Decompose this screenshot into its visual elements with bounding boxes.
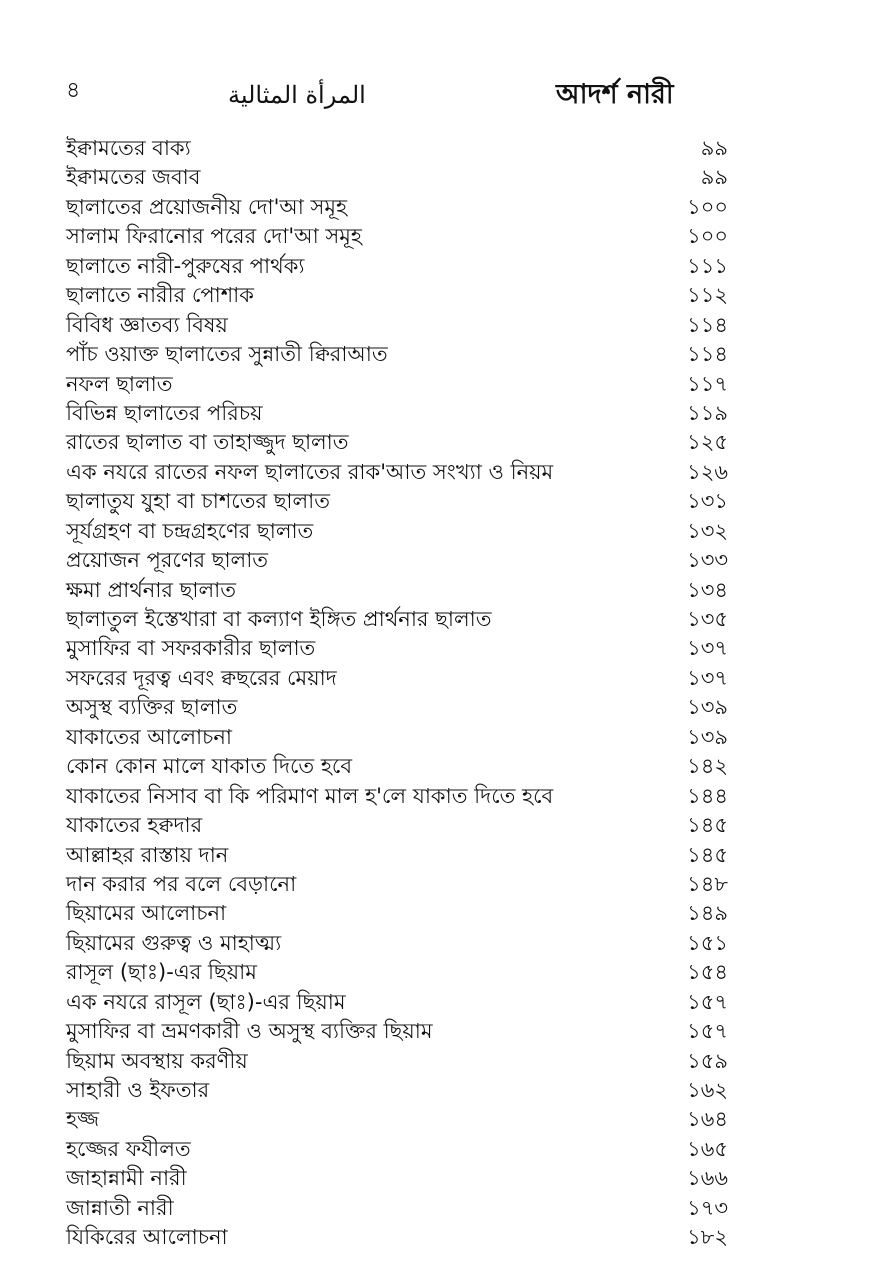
toc-entry	[0, 988, 870, 1017]
table-of-contents	[0, 134, 870, 1253]
toc-entry-title: ছালাতের প্রয়োজনীয় দো'আ সমূহ	[66, 194, 348, 219]
toc-entry-title: রাসূল (ছাঃ)-এর ছিয়াম	[66, 960, 257, 985]
toc-entry-title: পাঁচ ওয়াক্ত ছালাতের সুন্নাতী ক্বিরাআত	[66, 342, 388, 367]
toc-entry	[0, 252, 870, 281]
toc-entry-title: হজ্জ	[66, 1107, 100, 1132]
toc-entry	[0, 929, 870, 958]
toc-entry-page: ১১৭	[687, 371, 728, 396]
toc-entry-page: ১৩৩	[687, 548, 728, 573]
toc-entry-page: ১১১	[687, 253, 728, 278]
toc-entry-page: ১৪৪	[687, 783, 728, 808]
toc-entry-title: যাকাতের হক্বদার	[66, 813, 203, 838]
toc-entry-title: আল্লাহর রাস্তায় দান	[66, 842, 229, 867]
toc-entry-title: ছালাতুয যুহা বা চাশতের ছালাত	[66, 489, 331, 514]
toc-entry	[0, 693, 870, 722]
toc-entry-title: হজ্জের ফযীলত	[66, 1136, 191, 1161]
toc-entry	[0, 399, 870, 428]
toc-entry-page: ১১২	[687, 283, 728, 308]
toc-entry-page: ১৮২	[687, 1225, 728, 1250]
toc-entry-title: জাহান্নামী নারী	[66, 1166, 187, 1191]
page-header	[0, 0, 870, 130]
toc-entry-title: ছালাতুল ইস্তেখারা বা কল্যাণ ইঙ্গিত প্রার্থনার ছালাত	[66, 607, 492, 631]
toc-entry-title: রাতের ছালাত বা তাহাজ্জুদ ছালাত	[66, 430, 349, 455]
toc-entry-title: এক নযরে রাসূল (ছাঃ)-এর ছিয়াম	[66, 989, 346, 1014]
toc-entry-page: ১০০	[687, 224, 728, 249]
toc-entry-page: ১৪৫	[687, 842, 728, 867]
toc-entry-title: সাহারী ও ইফতার	[66, 1078, 210, 1102]
toc-entry-title: সফরের দূরত্ব এবং ক্বছরের মেয়াদ	[66, 665, 337, 690]
toc-entry-page: ১১৯	[687, 400, 728, 425]
toc-entry	[0, 193, 870, 222]
page-number: ৪	[66, 78, 81, 103]
toc-entry	[0, 782, 870, 811]
toc-entry	[0, 370, 870, 399]
toc-entry	[0, 1194, 870, 1223]
toc-entry-page: ১৪৫	[687, 813, 728, 838]
toc-entry	[0, 605, 870, 634]
toc-entry	[0, 1223, 870, 1252]
toc-entry-title: ছিয়ামের আলোচনা	[66, 901, 227, 926]
toc-entry-page: ১৪৮	[687, 871, 728, 896]
toc-entry-page: ১১৪	[687, 342, 728, 367]
toc-entry	[0, 1164, 870, 1193]
toc-entry-title: সালাম ফিরানোর পরের দো'আ সমূহ	[66, 224, 362, 249]
arabic-book-title: المرأة المثالية	[228, 81, 366, 109]
toc-entry-page: ১৩৪	[687, 577, 728, 602]
toc-entry-title: ইক্বামতের জবাব	[66, 165, 201, 190]
toc-entry-page: ১৫১	[687, 930, 728, 955]
toc-entry	[0, 1047, 870, 1076]
toc-entry-title: ক্ষমা প্রার্থনার ছালাত	[66, 577, 236, 602]
toc-entry	[0, 546, 870, 575]
toc-entry-page: ১৫৯	[687, 1048, 728, 1073]
toc-entry	[0, 487, 870, 516]
toc-entry-page: ১৩১	[687, 489, 728, 514]
toc-entry-title: বিবিধ জ্ঞাতব্য বিষয়	[66, 312, 228, 337]
toc-entry-page: ১৫৪	[687, 960, 728, 985]
toc-entry-title: কোন কোন মালে যাকাত দিতে হবে	[66, 754, 353, 779]
bengali-book-title: আদর্শ নারী	[556, 79, 674, 110]
toc-entry-title: যিকিরের আলোচনা	[66, 1225, 228, 1250]
toc-entry-title: বিভিন্ন ছালাতের পরিচয়	[66, 400, 263, 425]
toc-entry	[0, 723, 870, 752]
toc-entry-page: ১৬৬	[687, 1166, 728, 1191]
toc-entry-page: ১৩৭	[687, 665, 728, 690]
toc-entry	[0, 870, 870, 899]
toc-entry	[0, 1135, 870, 1164]
toc-entry-title: এক নযরে রাতের নফল ছালাতের রাক'আত সংখ্যা ও নিয়ম	[66, 459, 554, 484]
toc-entry-title: দান করার পর বলে বেড়ানো	[66, 871, 297, 896]
toc-entry	[0, 634, 870, 663]
toc-entry-title: ছিয়ামের গুরুত্ব ও মাহাত্ম্য	[66, 930, 282, 955]
toc-entry	[0, 311, 870, 340]
toc-entry	[0, 428, 870, 457]
toc-entry	[0, 281, 870, 310]
toc-entry-page: ১২৬	[687, 459, 728, 484]
toc-entry	[0, 576, 870, 605]
toc-entry-page: ১৬৪	[687, 1107, 728, 1132]
toc-entry-page: ১৫৭	[687, 989, 728, 1014]
toc-entry	[0, 841, 870, 870]
toc-entry-page: ১৪২	[687, 754, 728, 779]
toc-entry-page: ১৪৯	[687, 901, 728, 926]
toc-entry	[0, 752, 870, 781]
toc-entry-page: ১৭৩	[687, 1195, 728, 1220]
toc-entry	[0, 163, 870, 192]
toc-entry-page: ১৩২	[687, 518, 728, 543]
toc-entry	[0, 458, 870, 487]
toc-entry	[0, 340, 870, 369]
toc-entry-title: নফল ছালাত	[66, 371, 173, 396]
toc-entry-title: সূর্যগ্রহণ বা চন্দ্রগ্রহণের ছালাত	[66, 518, 314, 543]
toc-entry-page: ১৬৫	[687, 1136, 728, 1161]
toc-entry-title: ছিয়াম অবস্থায় করণীয়	[66, 1048, 248, 1073]
toc-entry-page: ৯৯	[700, 136, 728, 160]
toc-entry-page: ১০০	[687, 194, 728, 219]
toc-entry	[0, 958, 870, 987]
toc-entry-title: মুসাফির বা সফরকারীর ছালাত	[66, 636, 316, 661]
toc-entry	[0, 134, 870, 163]
toc-entry-title: ছালাতে নারীর পোশাক	[66, 283, 254, 308]
toc-entry-page: ৯৯	[700, 165, 728, 190]
toc-entry	[0, 664, 870, 693]
toc-entry-title: মুসাফির বা ভ্রমণকারী ও অসুস্থ ব্যক্তির ছিয়াম	[66, 1019, 433, 1044]
toc-entry-page: ১৩৯	[687, 724, 728, 749]
toc-entry-title: ইক্বামতের বাক্য	[66, 136, 191, 160]
toc-entry-page: ১৩৭	[687, 636, 728, 661]
toc-entry-title: জান্নাতী নারী	[66, 1195, 174, 1220]
toc-entry-page: ১২৫	[687, 430, 728, 455]
toc-entry-title: যাকাতের নিসাব বা কি পরিমাণ মাল হ'লে যাকাত দিতে হবে	[66, 783, 554, 808]
toc-entry	[0, 1017, 870, 1046]
toc-entry	[0, 811, 870, 840]
toc-entry-page: ১৫৭	[687, 1019, 728, 1044]
toc-entry	[0, 1076, 870, 1105]
toc-entry	[0, 222, 870, 251]
toc-entry-page: ১১৪	[687, 312, 728, 337]
toc-entry	[0, 1105, 870, 1134]
toc-entry	[0, 517, 870, 546]
toc-entry-page: ১৩৯	[687, 695, 728, 720]
toc-entry	[0, 899, 870, 928]
toc-entry-title: অসুস্থ ব্যক্তির ছালাত	[66, 695, 238, 720]
toc-entry-title: যাকাতের আলোচনা	[66, 724, 233, 749]
toc-entry-title: ছালাতে নারী-পুরুষের পার্থক্য	[66, 253, 305, 278]
toc-entry-title: প্রয়োজন পূরণের ছালাত	[66, 548, 269, 573]
toc-entry-page: ১৩৫	[687, 607, 728, 631]
toc-entry-page: ১৬২	[687, 1078, 728, 1102]
